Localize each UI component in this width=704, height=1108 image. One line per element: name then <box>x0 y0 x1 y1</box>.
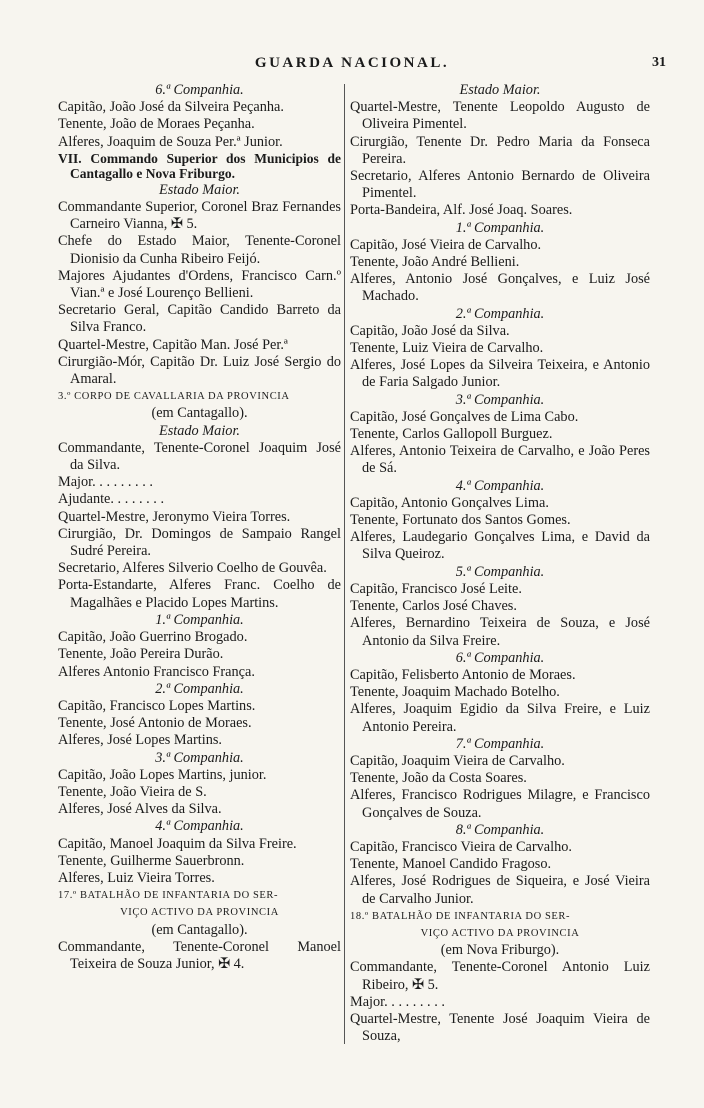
text-line: Tenente, Luiz Vieira de Carvalho. <box>350 340 544 357</box>
text-line: 6.ª Companhia. <box>155 82 244 98</box>
text-line: Quartel-Mestre, Capitão Man. José Per.ª <box>58 336 288 353</box>
left-column <box>58 82 341 973</box>
text-line: (em Nova Friburgo). <box>440 942 560 959</box>
text-line: Capitão, João José da Silva. <box>350 322 510 339</box>
text-line: Capitão, Francisco Lopes Martins. <box>58 697 256 714</box>
text-line: Alferes, Francisco Rodrigues Milagre, e Francisco Gonçalves de Souza. <box>350 787 650 821</box>
text-line: Alferes, Joaquim de Souza Per.ª Junior. <box>58 133 283 150</box>
text-line: VIÇO ACTIVO DA PROVINCIA <box>420 927 580 939</box>
text-line: Capitão, João Lopes Martins, junior. <box>58 766 267 783</box>
text-line: Cirurgião, Tenente Dr. Pedro Maria da Fonseca Pereira. <box>350 133 650 167</box>
text-line: Alferes, Luiz Vieira Torres. <box>58 869 215 886</box>
text-line: Alferes, Bernardino Teixeira de Souza, e José Antonio da Silva Freire. <box>350 615 650 649</box>
text-line: Estado Maior. <box>459 82 541 98</box>
text-line: Tenente, Carlos José Chaves. <box>350 598 517 615</box>
text-line: 4.ª Companhia. <box>455 477 545 494</box>
text-line: 7.ª Companhia. <box>455 735 545 752</box>
text-line: Secretario, Alferes Antonio Bernardo de Oliveira Pimentel. <box>350 168 650 202</box>
text-line: Commandante Superior, Coronel Braz Fernandes Carneiro Vianna, ✠ 5. <box>58 199 341 233</box>
text-line: 4.ª Companhia. <box>155 818 244 835</box>
text-line: 17.º BATALHÃO DE INFANTARIA DO SER- <box>58 890 279 902</box>
text-line: Alferes, Joaquim Egidio da Silva Freire, e Luiz Antonio Pereira. <box>350 701 650 735</box>
text-line: (em Cantagallo). <box>151 405 248 422</box>
text-line: Quartel-Mestre, Tenente Leopoldo Augusto de Oliveira Pimentel. <box>350 99 650 133</box>
text-line: Commandante, Tenente-Coronel Manoel Teixeira de Souza Junior, ✠ 4. <box>58 938 341 972</box>
text-line: (em Cantagallo). <box>151 921 248 938</box>
running-title: GUARDA NACIONAL. <box>254 55 450 71</box>
text-line: Quartel-Mestre, Tenente José Joaquim Vieira de Souza, <box>350 1010 650 1045</box>
text-line: Capitão, José Gonçalves de Lima Cabo. <box>350 408 579 425</box>
text-line: Capitão, Francisco José Leite. <box>350 580 522 597</box>
text-line: VIÇO ACTIVO DA PROVINCIA <box>120 907 279 919</box>
text-line: 8.ª Companhia. <box>455 821 545 838</box>
page-header <box>0 55 704 77</box>
right-column <box>350 82 650 1045</box>
text-line: Capitão, Manoel Joaquim da Silva Freire. <box>58 835 297 852</box>
text-line: Tenente, Guilherme Sauerbronn. <box>58 852 245 869</box>
text-line: Tenente, Manoel Candido Fragoso. <box>350 856 552 873</box>
text-line: Capitão, João Guerrino Brogado. <box>58 629 248 646</box>
text-line: Tenente, João Vieira de S. <box>58 783 207 800</box>
text-line: Alferes, José Alves da Silva. <box>58 801 222 818</box>
text-line: Alferes, José Lopes da Silveira Teixeira, e Antonio de Faria Salgado Junior. <box>350 357 650 391</box>
text-line: 3.º CORPO DE CAVALLARIA DA PROVINCIA <box>58 391 290 403</box>
text-line: Capitão, Joaquim Vieira de Carvalho. <box>350 752 565 769</box>
text-line: Cirurgião-Mór, Capitão Dr. Luiz José Sergio do Amaral. <box>58 353 341 388</box>
text-line: Capitão, Felisberto Antonio de Moraes. <box>350 666 576 683</box>
text-line: Quartel-Mestre, Jeronymo Vieira Torres. <box>58 508 291 525</box>
text-line: 6.ª Companhia. <box>455 649 545 666</box>
text-line: Secretario Geral, Capitão Candido Barreto da Silva Franco. <box>58 302 341 336</box>
text-line: Tenente, Carlos Gallopoll Burguez. <box>350 426 553 443</box>
text-line: Major. . . . . . . . . <box>58 474 153 491</box>
text-line: 5.ª Companhia. <box>455 563 545 580</box>
text-line: Capitão, Francisco Vieira de Carvalho. <box>350 838 572 855</box>
text-line: Capitão, João José da Silveira Peçanha. <box>58 99 284 116</box>
page-number: 31 <box>652 55 666 70</box>
text-line: Commandante, Tenente-Coronel Antonio Luiz Ribeiro, ✠ 5. <box>350 959 650 993</box>
text-line: 3.ª Companhia. <box>155 749 244 766</box>
text-line: Tenente, Joaquim Machado Botelho. <box>350 684 560 701</box>
text-line: Tenente, João Pereira Durão. <box>58 646 224 663</box>
text-line: 3.ª Companhia. <box>455 391 545 408</box>
column-divider <box>344 84 345 1044</box>
text-line: 2.ª Companhia. <box>155 680 244 697</box>
text-line: Alferes, José Lopes Martins. <box>58 732 222 749</box>
text-line: 2.ª Companhia. <box>455 305 545 322</box>
text-line: Capitão, Antonio Gonçalves Lima. <box>350 494 549 511</box>
text-line: Cirurgião, Dr. Domingos de Sampaio Rangel Sudré Pereira. <box>58 525 341 560</box>
text-line: Tenente, João André Bellieni. <box>350 254 520 271</box>
text-line: 18.º BATALHÃO DE INFANTARIA DO SER- <box>350 910 571 922</box>
text-line: Majores Ajudantes d'Ordens, Francisco Carn.º Vian.ª e José Lourenço Bellieni. <box>58 267 341 302</box>
text-line: Estado Maior. <box>158 181 241 198</box>
text-line: Major. . . . . . . . . <box>350 993 445 1010</box>
text-line: 1.ª Companhia. <box>155 611 244 628</box>
text-line: Secretario, Alferes Silverio Coelho de Gouvêa. <box>58 560 327 577</box>
text-line: Alferes, Antonio José Gonçalves, e Luiz José Machado. <box>350 271 650 305</box>
text-line: VII. Commando Superior dos Municipios de Cantagallo e Nova Friburgo. <box>58 150 341 182</box>
text-line: Tenente, João da Costa Soares. <box>350 770 527 787</box>
text-line: Porta-Estandarte, Alferes Franc. Coelho de Magalhães e Placido Lopes Martins. <box>58 577 341 611</box>
text-line: Chefe do Estado Maior, Tenente-Coronel Dionisio da Cunha Ribeiro Feijó. <box>58 233 341 267</box>
text-line: Alferes, Antonio Teixeira de Carvalho, e João Peres de Sá. <box>350 443 650 477</box>
text-line: Tenente, João de Moraes Peçanha. <box>58 116 255 133</box>
text-line: Estado Maior. <box>158 422 241 439</box>
text-line: Commandante, Tenente-Coronel Joaquim José da Silva. <box>58 439 341 474</box>
text-line: Tenente, José Antonio de Moraes. <box>58 715 252 732</box>
text-line: Alferes, José Rodrigues de Siqueira, e José Vieira de Carvalho Junior. <box>350 873 650 907</box>
text-line: Alferes, Laudegario Gonçalves Lima, e David da Silva Queiroz. <box>350 529 650 563</box>
text-line: Porta-Bandeira, Alf. José Joaq. Soares. <box>350 202 573 219</box>
text-line: Capitão, José Vieira de Carvalho. <box>350 236 542 253</box>
text-line: Alferes Antonio Francisco França. <box>58 663 255 680</box>
text-line: Ajudante. . . . . . . . <box>58 491 165 508</box>
text-line: 1.ª Companhia. <box>455 219 545 236</box>
text-line: Tenente, Fortunato dos Santos Gomes. <box>350 512 571 529</box>
